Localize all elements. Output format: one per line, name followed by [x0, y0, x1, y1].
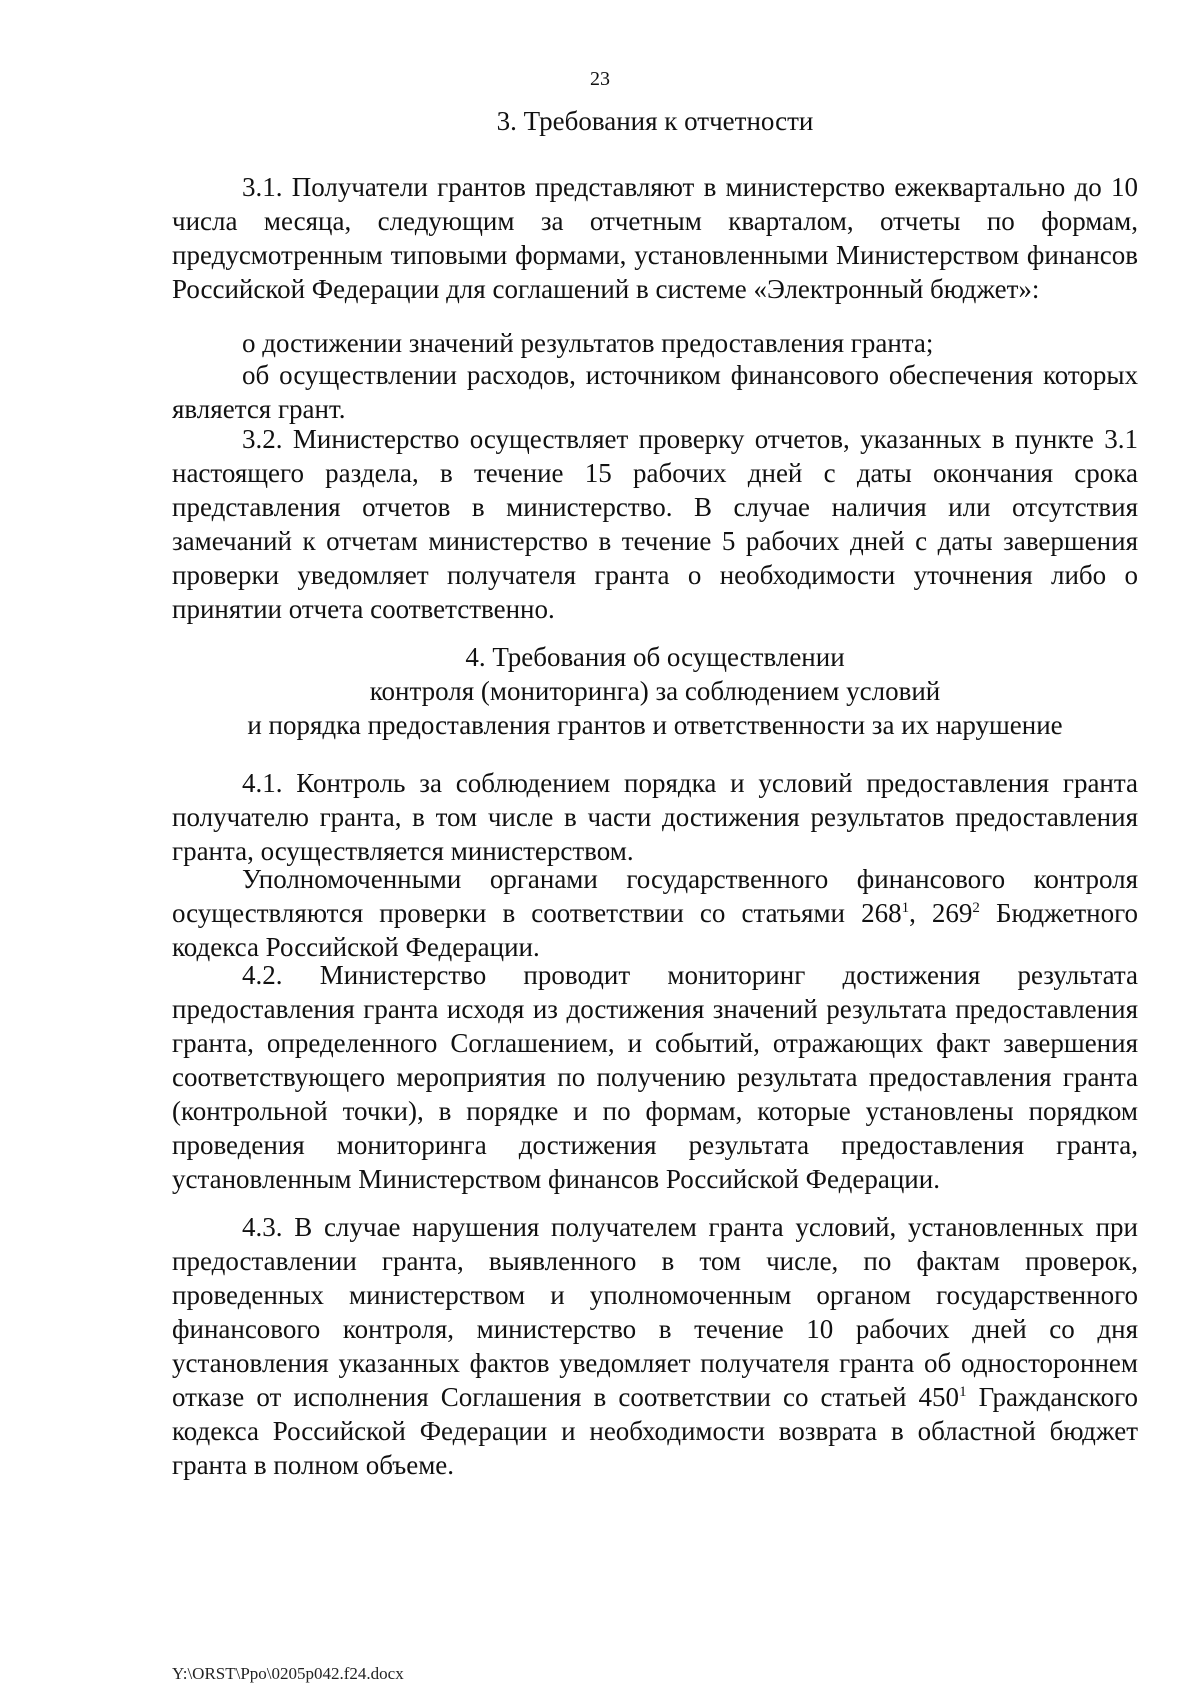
paragraph-3-1-item-2: об осуществлении расходов, источником финансового обеспечения которых является грант. — [172, 360, 1138, 424]
paragraph-4-1-control-text-1: Уполномоченными органами государственного финансового контроля осуществляются проверки в соответствии со статьями 268 — [172, 864, 1138, 928]
paragraph-4-1-control-text-3: Бюджетного кодекса Российской Федерации. — [172, 898, 1138, 962]
paragraph-4-3-text-2: Гражданского кодекса Российской Федерации и необходимости возврата в областной бюджет гранта в полном объеме. — [172, 1382, 1138, 1480]
footnote-sup-268: 1 — [901, 900, 910, 916]
section-4-title — [172, 640, 1138, 742]
paragraph-4-1: 4.1. Контроль за соблюдением порядка и условий предоставления гранта получателю гранта, в том числе в части достижения результатов предоставления гранта, осуществляется министерством. — [172, 768, 1138, 866]
footnote-sup-269: 2 — [972, 900, 980, 916]
paragraph-3-2: 3.2. Министерство осуществляет проверку отчетов, указанных в пункте 3.1 настоящего раздела, в течение 15 рабочих дней с даты окончания срока представления отчетов в министерство. В случае наличия или отсутствия замечаний к отчетам министерство в течение 5 рабочих дней с даты завершения проверки уведомляет получателя гранта о необходимости уточнения либо о принятии отчета соответственно. — [172, 424, 1138, 624]
page-number: 23 — [590, 68, 610, 90]
section-4-title-line-1: 4. Требования об осуществлении — [465, 642, 845, 672]
footnote-sup-450: 1 — [959, 1384, 967, 1400]
paragraph-4-1-control — [172, 862, 1138, 964]
paragraph-3-1: 3.1. Получатели грантов представляют в министерство ежеквартально до 10 числа месяца, следующим за отчетным кварталом, отчеты по формам, предусмотренным типовыми формами, установленными Министерством финансов Российской Федерации для соглашений в системе «Электронный бюджет»: — [172, 172, 1138, 304]
paragraph-4-1-control-text-2: , 269 — [909, 898, 973, 928]
file-path-footer: Y:\ORST\Ppo\0205p042.f24.docx — [172, 1664, 404, 1683]
section-4-title-line-3: и порядка предоставления грантов и ответственности за их нарушение — [247, 710, 1063, 740]
paragraph-4-3-text-1: 4.3. В случае нарушения получателем гранта условий, установленных при предоставлении гранта, выявленного в том числе, по фактам проверок, проведенных министерством и уполномоченным органом государственного финансового контроля, министерство в течение 10 рабочих дней со дня установления указанных фактов уведомляет получателя гранта об одностороннем отказе от исполнения Соглашения в соответствии со статьей 450 — [172, 1212, 1138, 1412]
paragraph-4-3 — [172, 1210, 1138, 1482]
section-3-title: 3. Требования к отчетности — [496, 106, 814, 136]
paragraph-4-2: 4.2. Министерство проводит мониторинг достижения результата предоставления гранта исходя из достижения значений результата предоставления гранта, определенного Соглашением, и событий, отражающих факт завершения соответствующего мероприятия по получению результата предоставления гранта (контрольной точки), в порядке и по формам, которые установлены порядком проведения мониторинга достижения результата предоставления гранта, установленным Министерством финансов Российской Федерации. — [172, 960, 1138, 1194]
paragraph-3-1-item-1: о достижении значений результатов предоставления гранта; — [242, 328, 934, 358]
section-4-title-line-2: контроля (мониторинга) за соблюдением условий — [369, 676, 941, 706]
